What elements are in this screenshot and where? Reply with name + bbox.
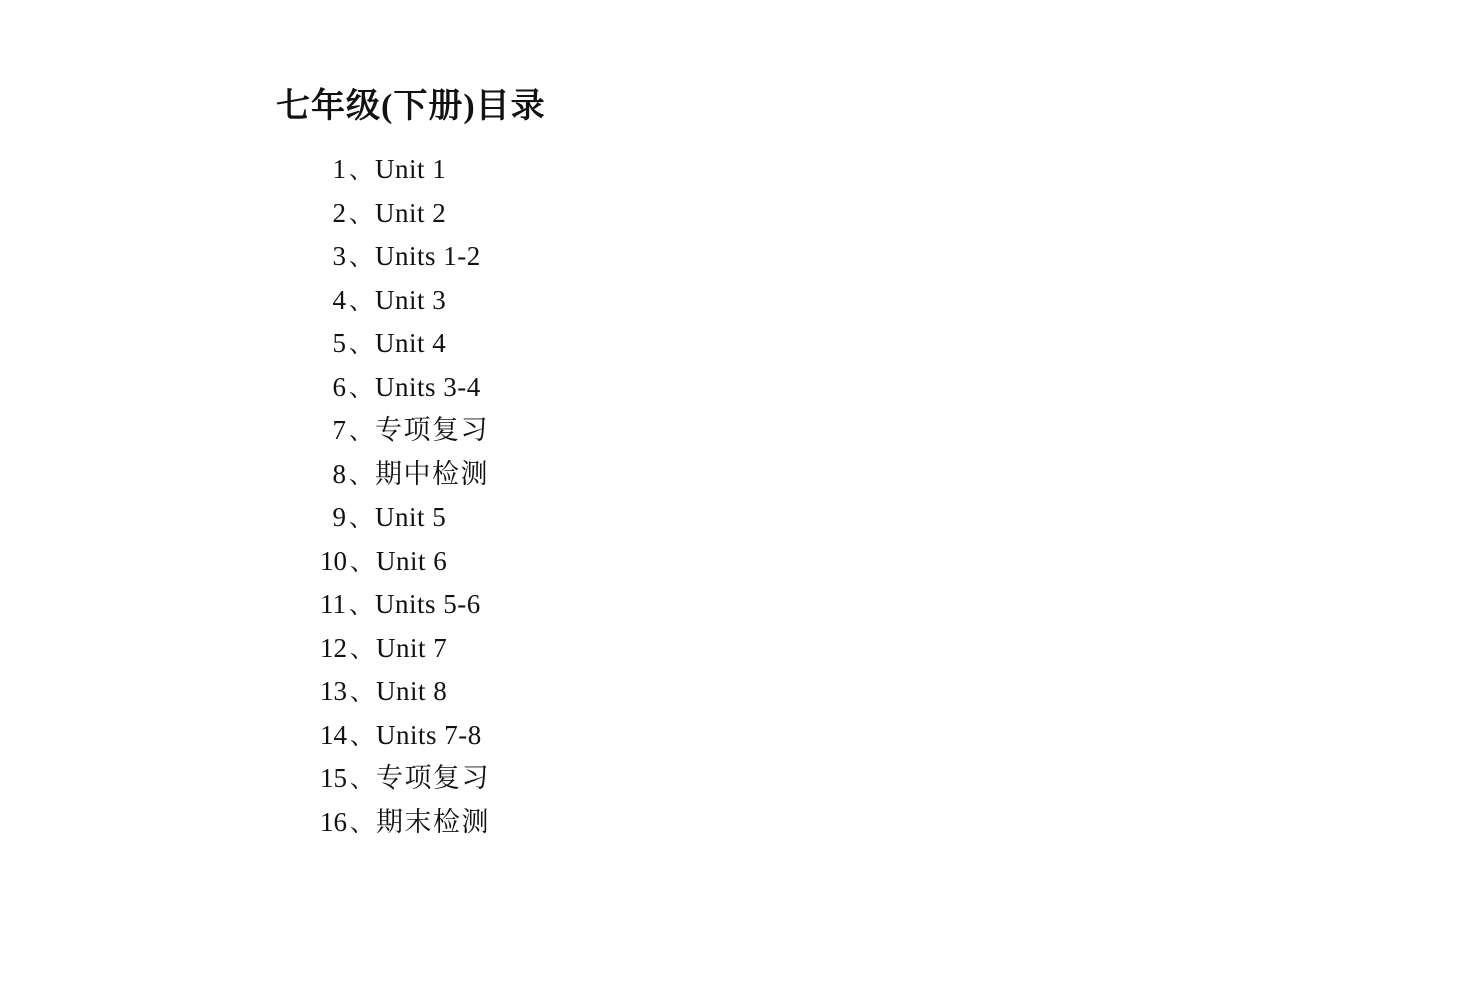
toc-item-number: 3 bbox=[332, 241, 346, 271]
toc-item-number: 7 bbox=[332, 415, 346, 445]
toc-item-separator: 、 bbox=[350, 547, 374, 576]
toc-item-number: 6 bbox=[332, 371, 346, 402]
table-of-contents bbox=[320, 148, 490, 844]
toc-item-number: 12 bbox=[320, 632, 347, 663]
toc-item-label: Unit 4 bbox=[375, 328, 447, 358]
toc-item-separator: 、 bbox=[349, 286, 373, 315]
toc-item-separator: 、 bbox=[349, 330, 373, 358]
toc-item-number: 5 bbox=[332, 328, 346, 358]
list-item[interactable] bbox=[320, 714, 490, 758]
toc-item-separator: 、 bbox=[350, 808, 374, 837]
list-item[interactable] bbox=[320, 757, 490, 801]
list-item[interactable] bbox=[320, 192, 490, 236]
toc-item-label: Unit 1 bbox=[375, 154, 447, 184]
list-item[interactable] bbox=[320, 583, 490, 627]
toc-item-separator: 、 bbox=[349, 504, 373, 532]
toc-item-label: Unit 8 bbox=[376, 676, 448, 706]
list-item[interactable] bbox=[320, 366, 490, 410]
toc-item-label: Units 1-2 bbox=[375, 241, 481, 271]
toc-item-separator: 、 bbox=[349, 243, 373, 271]
toc-item-label: Unit 5 bbox=[375, 502, 447, 532]
list-item[interactable] bbox=[320, 409, 490, 453]
toc-item-separator: 、 bbox=[350, 721, 374, 750]
toc-item-number: 14 bbox=[320, 719, 347, 750]
list-item[interactable] bbox=[320, 322, 490, 366]
toc-item-separator: 、 bbox=[349, 199, 373, 228]
toc-item-label: 专项复习 bbox=[375, 415, 489, 445]
toc-item-label: Units 3-4 bbox=[375, 371, 481, 402]
toc-item-number: 13 bbox=[320, 676, 347, 706]
toc-item-label: Unit 7 bbox=[376, 632, 448, 663]
page-title: 七年级(下册)目录 bbox=[276, 87, 546, 125]
toc-item-separator: 、 bbox=[350, 634, 374, 663]
toc-item-label: 专项复习 bbox=[376, 763, 490, 793]
list-item[interactable] bbox=[320, 279, 490, 323]
toc-item-number: 11 bbox=[320, 589, 346, 619]
list-item[interactable] bbox=[320, 453, 490, 497]
toc-item-number: 16 bbox=[320, 806, 347, 837]
toc-item-number: 10 bbox=[320, 545, 347, 576]
toc-item-separator: 、 bbox=[349, 156, 373, 184]
toc-item-number: 2 bbox=[332, 197, 346, 228]
list-item[interactable] bbox=[320, 627, 490, 671]
list-item[interactable] bbox=[320, 235, 490, 279]
toc-item-separator: 、 bbox=[350, 678, 374, 706]
toc-item-separator: 、 bbox=[349, 373, 373, 402]
toc-item-separator: 、 bbox=[349, 591, 373, 619]
list-item[interactable] bbox=[320, 801, 490, 845]
toc-item-number: 4 bbox=[332, 284, 346, 315]
list-item[interactable] bbox=[320, 496, 490, 540]
toc-item-label: 期中检测 bbox=[375, 458, 489, 489]
toc-item-number: 15 bbox=[320, 763, 347, 793]
toc-item-label: Units 7-8 bbox=[376, 719, 482, 750]
toc-item-label: Unit 2 bbox=[375, 197, 447, 228]
toc-item-label: 期末检测 bbox=[376, 806, 490, 837]
list-item[interactable] bbox=[320, 540, 490, 584]
toc-item-number: 1 bbox=[332, 154, 346, 184]
list-item[interactable] bbox=[320, 148, 490, 192]
toc-item-number: 8 bbox=[332, 458, 346, 489]
toc-item-label: Unit 3 bbox=[375, 284, 447, 315]
toc-item-number: 9 bbox=[332, 502, 346, 532]
toc-item-label: Units 5-6 bbox=[375, 589, 481, 619]
toc-item-separator: 、 bbox=[349, 460, 373, 489]
toc-item-separator: 、 bbox=[349, 417, 373, 445]
list-item[interactable] bbox=[320, 670, 490, 714]
toc-item-separator: 、 bbox=[350, 765, 374, 793]
toc-item-label: Unit 6 bbox=[376, 545, 448, 576]
